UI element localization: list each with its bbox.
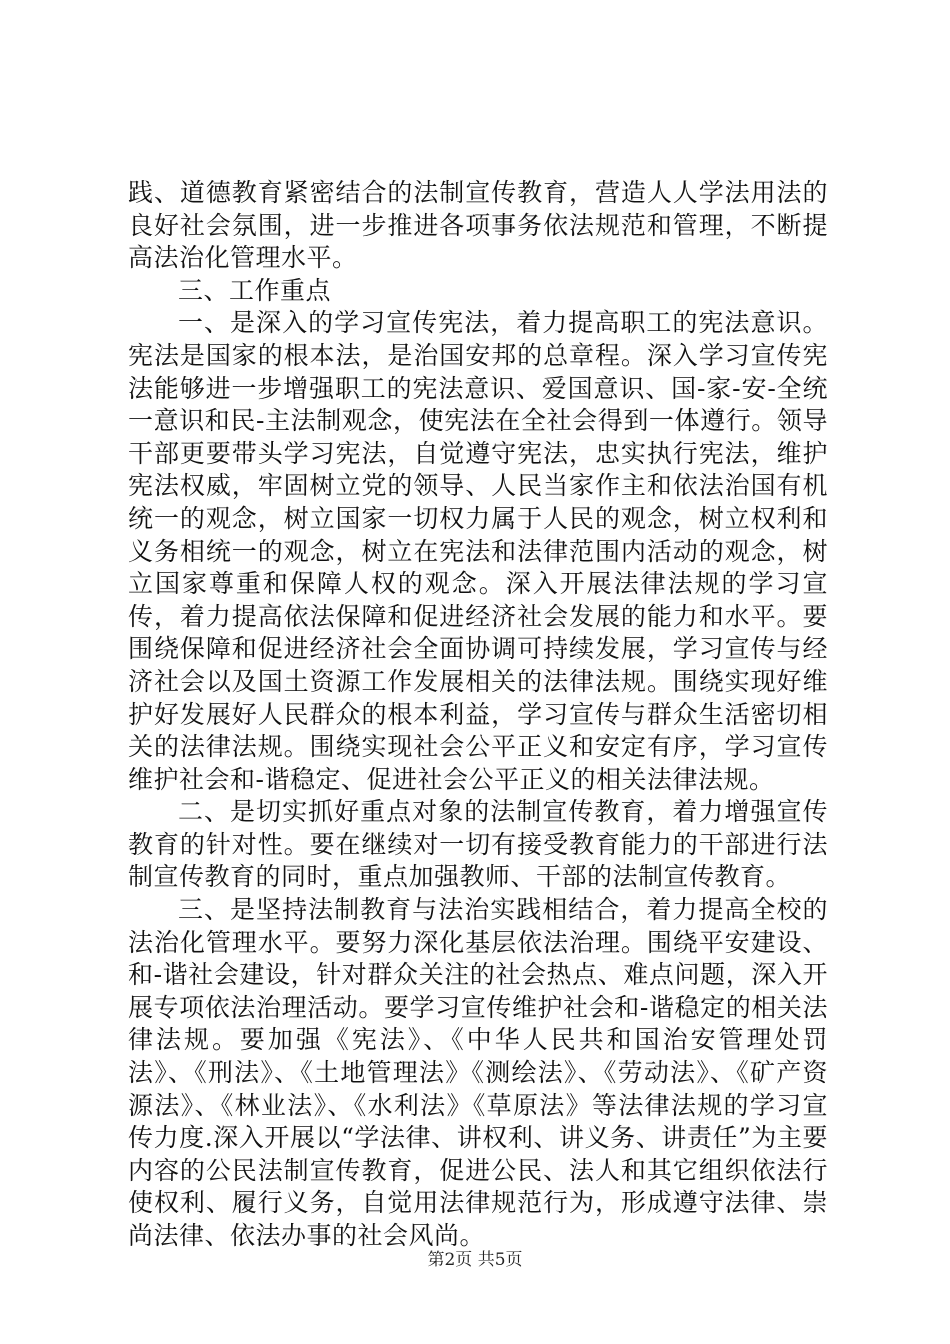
paragraph: 二、是切实抓好重点对象的法制宣传教育，着力增强宣传教育的针对性。要在继续对一切有接受教育能力的干部进行法制宣传教育的同时，重点加强教师、干部的法制宣传教育。 [128, 797, 828, 892]
page-number-footer: 第2页 共5页 [427, 1250, 523, 1270]
section-heading: 三、工作重点 [178, 275, 332, 305]
document-body [128, 177, 828, 1253]
paragraph: 践、道德教育紧密结合的法制宣传教育，营造人人学法用法的良好社会氛围，进一步推进各项事务依法规范和管理，不断提高法治化管理水平。 [128, 178, 828, 273]
paragraph: 一、是深入的学习宣传宪法，着力提高职工的宪法意识。宪法是国家的根本法，是治国安邦的总章程。深入学习宣传宪法能够进一步增强职工的宪法意识、爱国意识、国-家-安-全统一意识和民-主法制观念，使宪法在全社会得到一体遵行。领导干部更要带头学习宪法，自觉遵守宪法，忠实执行宪法，维护宪法权威，牢固树立党的领导、人民当家作主和依法治国有机统一的观念，树立国家一切权力属于人民的观念，树立权利和义务相统一的观念，树立在宪法和法律范围内活动的观念，树立国家尊重和保障人权的观念。深入开展法律法规的学习宣传，着力提高依法保障和促进经济社会发展的能力和水平。要围绕保障和促进经济社会全面协调可持续发展，学习宣传与经济社会以及国土资源工作发展相关的法律法规。围绕实现好维护好发展好人民群众的根本利益，学习宣传与群众生活密切相关的法律法规。围绕实现社会公平正义和安定有序，学习宣传维护社会和-谐稳定、促进社会公平正义的相关法律法规。 [128, 308, 828, 794]
paragraph: 三、是坚持法制教育与法治实践相结合，着力提高全校的法治化管理水平。要努力深化基层依法治理。围绕平安建设、和-谐社会建设，针对群众关注的社会热点、难点问题，深入开展专项依法治理活动。要学习宣传维护社会和-谐稳定的相关法律法规。要加强《宪法》、《中华人民共和国治安管理处罚法》、《刑法》、《土地管理法》《测绘法》、《劳动法》、《矿产资源法》、《林业法》、《水利法》《草原法》等法律法规的学习宣传力度.深入开展以“学法律、讲权利、讲义务、讲责任”为主要内容的公民法制宣传教育，促进公民、法人和其它组织依法行使权利、履行义务，自觉用法律规范行为，形成遵守法律、崇尚法律、依法办事的社会风尚。 [128, 895, 828, 1250]
